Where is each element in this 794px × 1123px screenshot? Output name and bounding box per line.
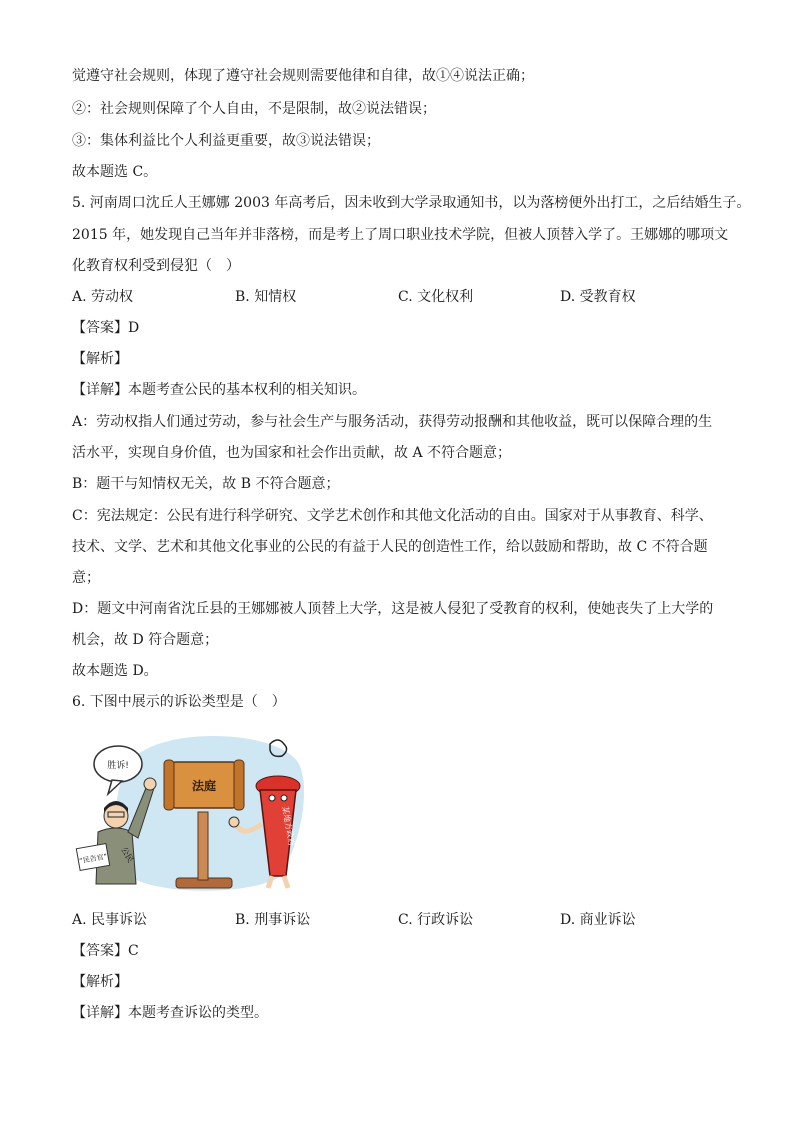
q5-analysis-label: 【解析】 (72, 351, 128, 367)
q6-stem: 6. 下图中展示的诉讼类型是（ ） (72, 694, 286, 710)
q5-option-b: B. 知情权 (235, 289, 297, 305)
q5-detail-3: 活水平，实现自身价值，也为国家和社会作出贡献，故 A 不符合题意； (72, 445, 512, 461)
q6-analysis-label: 【解析】 (72, 974, 128, 990)
q5-detail-7: 意； (72, 570, 100, 586)
q5-detail-9: 机会，故 D 符合题意； (72, 632, 219, 648)
lawsuit-cartoon (72, 728, 308, 892)
q5-detail-6: 技术、文学、艺术和其他文化事业的公民的有益于人民的创造性工作，给以鼓励和帮助，故 C 不符合题 (72, 539, 708, 555)
q5-stem-1: 5. 河南周口沈丘人王娜娜 2003 年高考后，因未收到大学录取通知书，以为落榜便外出打工，之后结婚生子。 (72, 195, 751, 211)
q5-detail-10: 故本题选 D。 (72, 663, 158, 679)
q5-stem-3: 化教育权利受到侵犯（ ） (72, 258, 240, 274)
prev-line-4: 故本题选 C。 (72, 164, 158, 180)
govt-label: 某地方政府 (280, 805, 297, 847)
q6-detail-1: 【详解】本题考查诉讼的类型。 (72, 1005, 268, 1021)
bubble-text: 胜诉! (107, 761, 129, 771)
q6-option-a: A. 民事诉讼 (72, 912, 148, 928)
hammer-label: 法庭 (191, 779, 217, 793)
prev-line-1: 觉遵守社会规则，体现了遵守社会规则需要他律和自律，故①④说法正确； (72, 68, 534, 84)
q5-detail-8: D：题文中河南省沈丘县的王娜娜被人顶替上大学，这是被人侵犯了受教育的权利，使她丧失了上大学的 (72, 601, 714, 617)
q5-option-d: D. 受教育权 (560, 289, 636, 305)
prev-line-3: ③：集体利益比个人利益更重要，故③说法错误； (72, 133, 380, 149)
paper-label: “民告官” (78, 852, 108, 866)
q5-stem-2: 2015 年，她发现自己当年并非落榜，而是考上了周口职业技术学院，但被人顶替入学了。王娜娜的哪项文 (72, 227, 729, 243)
citizen-label: 公民 (119, 845, 136, 864)
q6-option-b: B. 刑事诉讼 (235, 912, 311, 928)
q5-detail-1: 【详解】本题考查公民的基本权利的相关知识。 (72, 382, 366, 398)
q5-option-a: A. 劳动权 (72, 289, 134, 305)
prev-line-2: ②：社会规则保障了个人自由，不是限制，故②说法错误； (72, 101, 436, 117)
q5-detail-5: C：宪法规定：公民有进行科学研究、文学艺术创作和其他文化活动的自由。国家对于从事教育、科学、 (72, 508, 713, 524)
q5-detail-2: A：劳动权指人们通过劳动，参与社会生产与服务活动，获得劳动报酬和其他收益，既可以保障合理的生 (72, 414, 713, 430)
q6-answer: 【答案】C (72, 943, 139, 959)
q6-option-d: D. 商业诉讼 (560, 912, 636, 928)
q6-option-c: C. 行政诉讼 (398, 912, 474, 928)
q5-option-c: C. 文化权利 (398, 289, 474, 305)
q5-answer: 【答案】D (72, 320, 140, 336)
q5-detail-4: B：题干与知情权无关，故 B 不符合题意； (72, 476, 340, 492)
